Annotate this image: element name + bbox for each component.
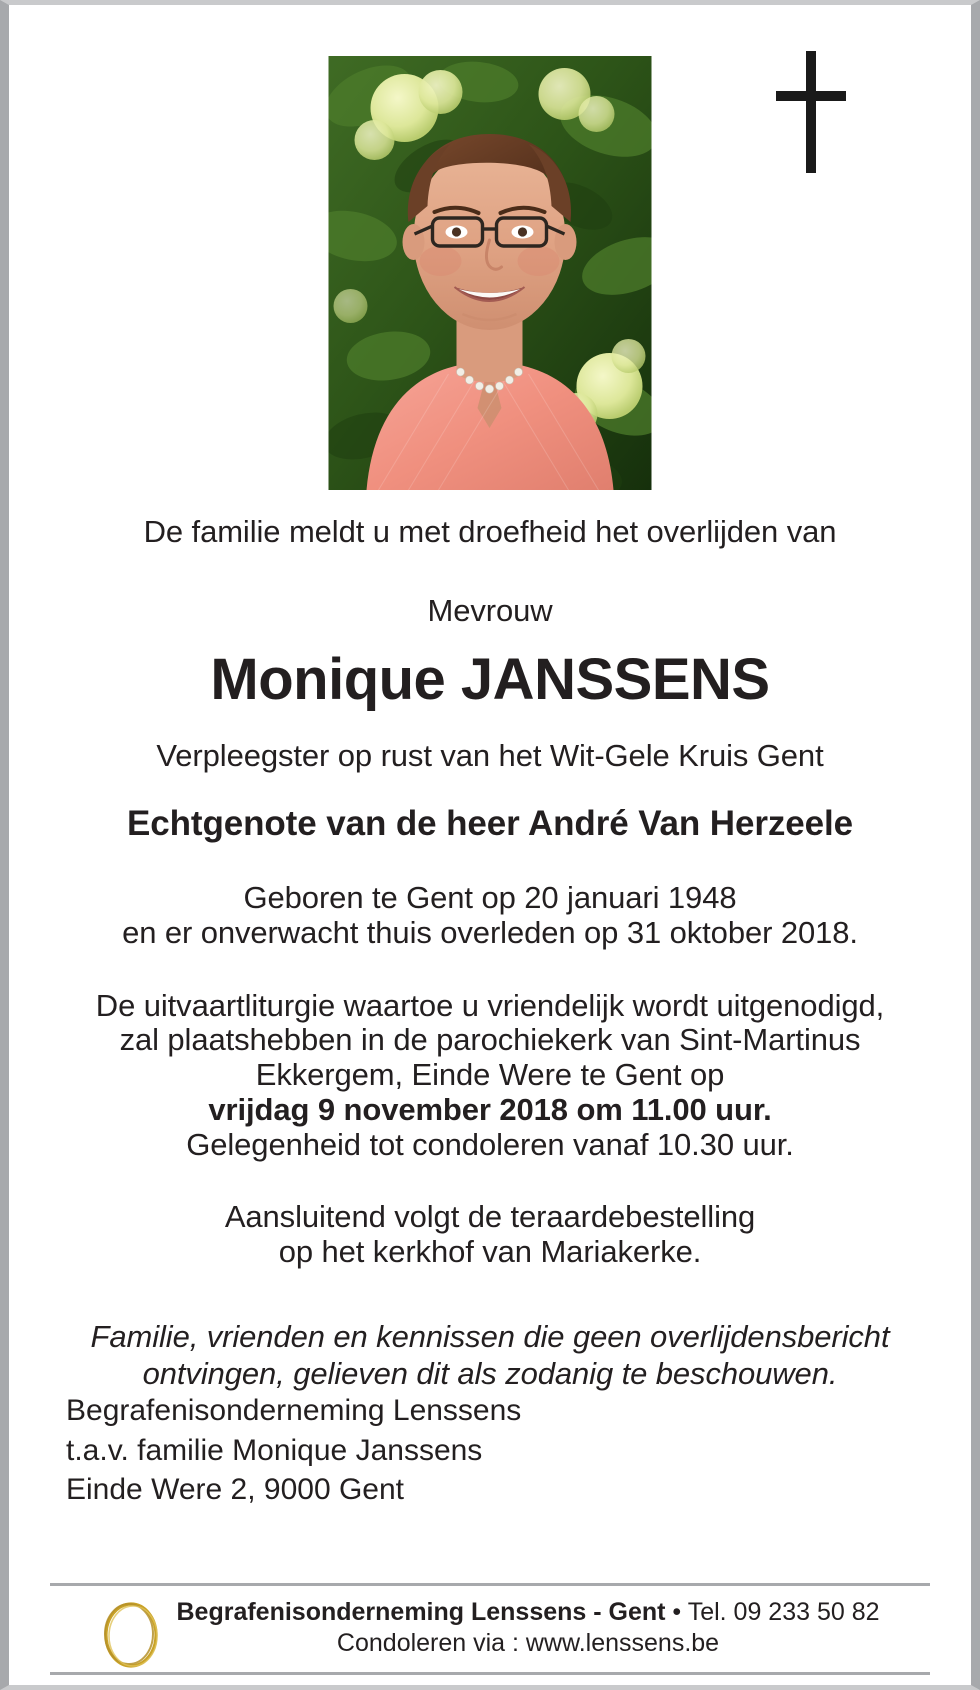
service-block — [9, 989, 971, 1163]
service-line-2: zal plaatshebben in de parochiekerk van Sint-Martinus — [119, 1022, 861, 1058]
footer-separator: • — [665, 1598, 688, 1626]
service-datetime: vrijdag 9 november 2018 om 11.00 uur. — [208, 1091, 772, 1127]
spouse-line: Echtgenote van de heer André Van Herzeele — [127, 804, 853, 844]
burial-block — [9, 1200, 971, 1269]
footer-company-line — [176, 1597, 879, 1628]
footer-divider — [50, 1583, 930, 1586]
portrait-image — [329, 56, 652, 490]
intro-line: De familie meldt u met droefheid het overlijden van — [143, 514, 837, 549]
cross-horizontal-bar — [776, 91, 846, 101]
general-notice — [9, 1318, 971, 1392]
footer-condolence-line[interactable]: Condoleren via : www.lenssens.be — [336, 1629, 720, 1658]
mailing-address — [66, 1391, 521, 1510]
gold-ring-svg — [100, 1599, 162, 1671]
footer-phone: Tel. 09 233 50 82 — [687, 1598, 880, 1626]
latin-cross-icon — [776, 51, 846, 173]
gold-ring-icon — [100, 1599, 162, 1676]
life-dates-block — [9, 881, 971, 950]
address-line-2: t.a.v. familie Monique Janssens — [66, 1433, 483, 1467]
footer-company-name: Begrafenisonderneming Lenssens - Gent — [176, 1598, 666, 1626]
cross-vertical-bar — [806, 51, 816, 173]
address-line-3: Einde Were 2, 9000 Gent — [66, 1473, 404, 1507]
notice-line-2: ontvingen, gelieven dit als zodanig te beschouwen. — [142, 1355, 838, 1391]
footer-text — [176, 1597, 879, 1660]
condolence-time: Gelegenheid tot condoleren vanaf 10.30 uur. — [186, 1126, 794, 1162]
address-line-1: Begrafenisonderneming Lenssens — [66, 1394, 522, 1427]
announcement-text — [9, 505, 971, 1392]
burial-line-2: op het kerkhof van Mariakerke. — [278, 1234, 702, 1270]
death-line: en er onverwacht thuis overleden op 31 oktober 2018. — [122, 915, 858, 951]
portrait-photo — [329, 56, 652, 490]
footer-bottom-divider — [50, 1672, 930, 1675]
service-line-1: De uitvaartliturgie waartoe u vriendelijk wordt uitgenodigd, — [95, 987, 885, 1023]
footer — [9, 1597, 971, 1676]
salutation: Mevrouw — [427, 592, 553, 628]
burial-line-1: Aansluitend volgt de teraardebestelling — [224, 1199, 756, 1235]
deceased-name: Monique JANSSENS — [210, 647, 770, 713]
notice-line-1: Familie, vrienden en kennissen die geen overlijdensbericht — [90, 1318, 890, 1354]
profession-line: Verpleegster op rust van het Wit-Gele Kruis Gent — [156, 738, 824, 774]
birth-line: Geboren te Gent op 20 januari 1948 — [243, 880, 737, 916]
service-line-3: Ekkergem, Einde Were te Gent op — [255, 1057, 725, 1093]
